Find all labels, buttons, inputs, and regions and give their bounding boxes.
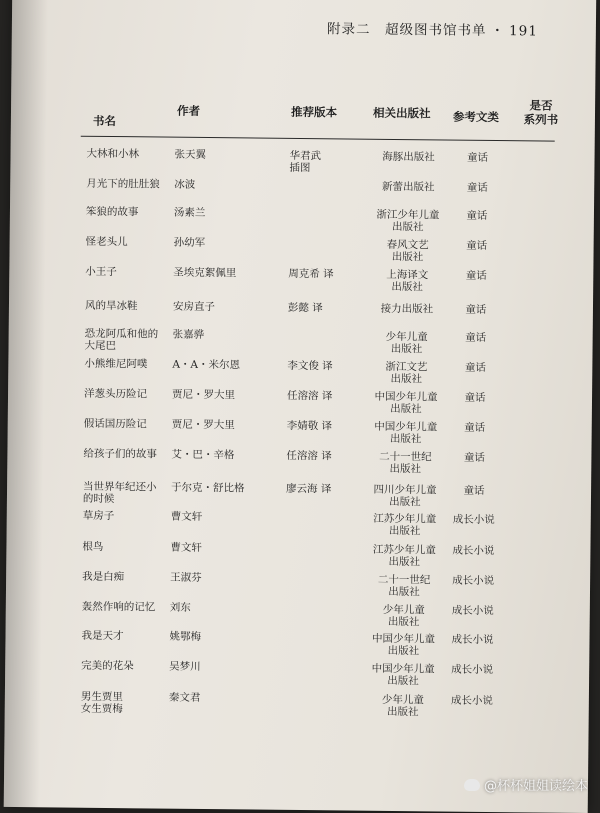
- book-edition: 周克希 译: [288, 267, 334, 281]
- book-author: 贾尼・罗大里: [171, 388, 236, 402]
- book-title: 根鸟: [82, 540, 104, 553]
- book-title: 我是白痴: [82, 570, 125, 584]
- book-edition: [289, 208, 365, 209]
- book-author: 刘东: [169, 601, 191, 614]
- book-category: 童话: [465, 331, 487, 344]
- book-title: 大林和小林: [86, 147, 140, 161]
- book-author: 秦文君: [168, 691, 201, 704]
- book-edition: [285, 603, 361, 604]
- book-author: 吴梦川: [169, 660, 201, 673]
- book-author: 贾尼・罗大里: [171, 418, 235, 432]
- book-title: 小王子: [85, 265, 117, 279]
- book-author: 姚鄂梅: [169, 630, 202, 643]
- book-title: 轰然作响的记忆: [81, 600, 156, 614]
- book-edition: [284, 662, 360, 663]
- book-category: 童话: [464, 391, 486, 404]
- book-title: 月光下的肚肚狼: [86, 177, 160, 191]
- book-publisher: 二十一世纪 出版社: [379, 450, 432, 476]
- book-category: 童话: [466, 239, 488, 252]
- book-publisher: 四川少年儿童 出版社: [373, 483, 437, 509]
- book-publisher: 中国少年儿童 出版社: [374, 390, 438, 416]
- book-category: 成长小说: [451, 663, 494, 677]
- book-category: 童话: [465, 303, 487, 316]
- book-edition: [289, 238, 365, 239]
- watermark: @杯杯姐姐读绘本: [464, 775, 588, 794]
- book-edition: [286, 512, 362, 513]
- running-header: 附录二 超级图书馆书单 ・ 191: [327, 21, 538, 40]
- book-publisher: 少年儿童 出版社: [385, 330, 428, 356]
- book-publisher: 浙江少年儿童 出版社: [376, 208, 440, 234]
- book-category: 童话: [465, 269, 487, 282]
- book-category: 成长小说: [451, 604, 494, 618]
- book-author: 于尔克・舒比格: [171, 481, 245, 495]
- column-header-series: 是否 系列书: [523, 98, 559, 127]
- book-publisher: 新蕾出版社: [381, 180, 435, 194]
- column-header-edition: 推荐版本: [290, 104, 338, 120]
- book-author: 安房直子: [172, 300, 216, 314]
- book-category: 童话: [464, 361, 486, 374]
- book-category: 成长小说: [451, 633, 494, 647]
- column-header-title: 书名: [92, 113, 116, 129]
- book-title: 男生贾里 女生贾梅: [80, 690, 123, 716]
- book-author: 曹文轩: [170, 541, 203, 554]
- book-author: 孙幼军: [173, 236, 206, 249]
- book-edition: [285, 632, 361, 633]
- header-rule: [81, 136, 555, 142]
- book-author: 圣埃克絮佩里: [173, 266, 237, 280]
- book-category: 成长小说: [450, 694, 493, 708]
- table-row: [7, 447, 591, 484]
- book-publisher: 少年儿童 出版社: [382, 603, 425, 629]
- book-publisher: 海豚出版社: [382, 150, 435, 164]
- book-title: 完美的花朵: [81, 659, 134, 673]
- book-edition: [286, 543, 362, 544]
- book-title: 我是天才: [81, 629, 124, 643]
- book-publisher: 二十一世纪 出版社: [377, 573, 431, 599]
- book-category: 成长小说: [452, 513, 495, 527]
- book-author: 王淑芬: [170, 571, 202, 584]
- book-title: 给孩子们的故事: [83, 447, 157, 461]
- page-number: 191: [509, 23, 538, 40]
- book-title: 洋葱头历险记: [83, 387, 148, 401]
- book-publisher: 中国少年儿童 出版社: [371, 662, 435, 688]
- book-category: 童话: [463, 484, 485, 497]
- book-edition: [285, 573, 361, 574]
- column-header-publisher: 相关出版社: [372, 105, 431, 121]
- book-category: 成长小说: [452, 574, 495, 588]
- book-title: 草房子: [82, 509, 115, 523]
- book-publisher: 浙江文艺 出版社: [385, 360, 428, 386]
- book-edition: 任溶溶 译: [286, 449, 332, 463]
- book-author: A・A・米尔恩: [172, 358, 241, 372]
- book-title: 小熊维尼阿噗: [84, 357, 148, 371]
- book-title: 恐龙阿瓜和他的 大尾巴: [84, 327, 159, 353]
- column-header-category: 参考文类: [452, 109, 500, 125]
- book-author: 汤素兰: [173, 206, 206, 219]
- book-publisher: 少年儿童 出版社: [381, 693, 424, 719]
- book-category: 成长小说: [452, 544, 495, 558]
- book-category: 童话: [463, 451, 485, 464]
- book-edition: [289, 180, 365, 181]
- book-author: 曹文轩: [170, 510, 203, 523]
- table-row: [9, 265, 593, 302]
- book-title: 风的旱冰鞋: [84, 299, 138, 313]
- book-category: 童话: [466, 151, 489, 164]
- book-author: 艾・巴・辛格: [171, 448, 235, 462]
- book-publisher: 中国少年儿童 出版社: [371, 632, 436, 658]
- book-edition: 李婧敬 译: [286, 419, 333, 433]
- book-edition: 廖云海 译: [286, 482, 332, 496]
- column-header-author: 作者: [176, 103, 201, 118]
- book-edition: 任溶溶 译: [286, 389, 333, 403]
- header-section: 附录二 超级图书馆书单: [327, 21, 487, 39]
- book-edition: [288, 330, 364, 331]
- book-publisher: 江苏少年儿童 出版社: [372, 543, 436, 569]
- table-row: [5, 690, 589, 727]
- book-author: 冰波: [174, 178, 196, 191]
- book-edition: 彭懿 译: [287, 301, 323, 315]
- book-edition: [284, 693, 360, 694]
- book-page: [4, 0, 597, 813]
- book-publisher: 接力出版社: [380, 302, 434, 316]
- book-publisher: 江苏少年儿童 出版社: [373, 512, 437, 538]
- book-publisher: 中国少年儿童 出版社: [374, 420, 438, 446]
- book-edition: 华君武 插图: [289, 149, 322, 175]
- book-title: 怪老头儿: [85, 235, 128, 249]
- book-category: 童话: [466, 209, 488, 222]
- book-title: 当世界年纪还小 的时候: [82, 480, 157, 506]
- book-title: 笨狼的故事: [85, 205, 139, 219]
- book-publisher: 上海译文 出版社: [386, 268, 429, 294]
- book-author: 张天翼: [174, 148, 207, 162]
- weibo-icon: [464, 779, 480, 791]
- book-publisher: 春风文艺 出版社: [386, 238, 429, 264]
- book-edition: 李文俊 译: [287, 359, 333, 373]
- book-title: 假话国历险记: [83, 417, 147, 431]
- book-category: 童话: [466, 181, 488, 194]
- book-category: 童话: [464, 421, 486, 434]
- book-author: 张嘉骅: [172, 328, 205, 341]
